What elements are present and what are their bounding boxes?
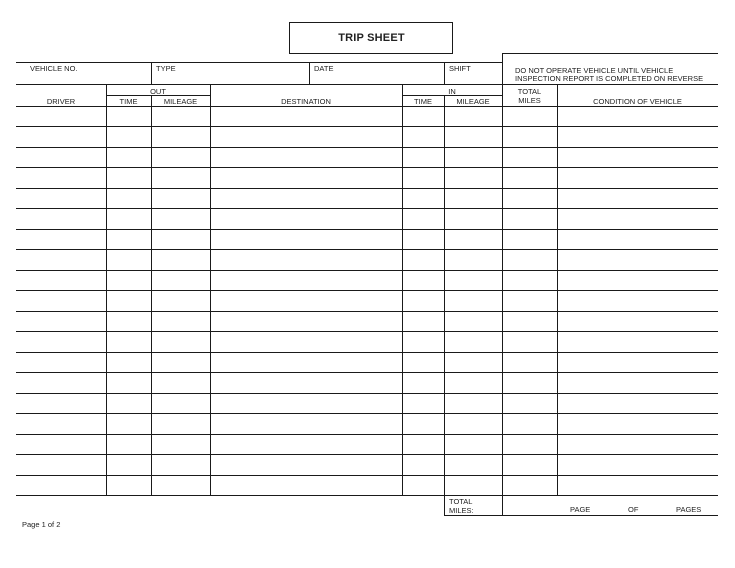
- out-time-cell[interactable]: [107, 230, 151, 249]
- in-mileage-cell[interactable]: [445, 189, 502, 208]
- in-time-cell[interactable]: [403, 414, 444, 434]
- out-header: OUT: [150, 87, 166, 96]
- out-time-cell[interactable]: [107, 291, 151, 311]
- in-mileage-cell[interactable]: [445, 332, 502, 352]
- in-time-cell[interactable]: [403, 250, 444, 270]
- destination-cell[interactable]: [211, 312, 402, 331]
- destination-cell[interactable]: [211, 148, 402, 167]
- condition-cell[interactable]: [558, 332, 718, 352]
- driver-cell[interactable]: [17, 476, 106, 495]
- total-miles-cell[interactable]: [503, 127, 557, 147]
- out-mileage-cell[interactable]: [152, 168, 210, 188]
- condition-header: CONDITION OF VEHICLE: [593, 97, 682, 106]
- out-time-cell[interactable]: [107, 414, 151, 434]
- destination-cell[interactable]: [211, 271, 402, 290]
- out-mileage-cell[interactable]: [152, 250, 210, 270]
- total-miles-cell[interactable]: [503, 271, 557, 290]
- total-miles-cell[interactable]: [503, 168, 557, 188]
- in-mileage-cell[interactable]: [445, 230, 502, 249]
- in-mileage-cell[interactable]: [445, 312, 502, 331]
- in-mileage-cell[interactable]: [445, 148, 502, 167]
- out-time-cell[interactable]: [107, 271, 151, 290]
- driver-header: DRIVER: [46, 97, 76, 106]
- out-time-header: TIME: [119, 97, 138, 106]
- out-time-cell[interactable]: [107, 250, 151, 270]
- in-time-cell[interactable]: [403, 476, 444, 495]
- out-mileage-cell[interactable]: [152, 107, 210, 126]
- condition-cell[interactable]: [558, 312, 718, 331]
- driver-cell[interactable]: [17, 435, 106, 454]
- out-mileage-cell[interactable]: [152, 455, 210, 475]
- in-time-cell[interactable]: [403, 291, 444, 311]
- footer-of-label: OF: [628, 505, 639, 514]
- destination-cell[interactable]: [211, 291, 402, 311]
- destination-cell[interactable]: [211, 373, 402, 393]
- destination-cell[interactable]: [211, 168, 402, 188]
- in-time-cell[interactable]: [403, 373, 444, 393]
- out-mileage-cell[interactable]: [152, 271, 210, 290]
- in-time-cell[interactable]: [403, 332, 444, 352]
- total-miles-cell[interactable]: [503, 332, 557, 352]
- out-mileage-cell[interactable]: [152, 476, 210, 495]
- condition-cell[interactable]: [558, 230, 718, 249]
- total-miles-cell[interactable]: [503, 250, 557, 270]
- out-time-cell[interactable]: [107, 476, 151, 495]
- out-mileage-cell[interactable]: [152, 394, 210, 413]
- destination-cell[interactable]: [211, 394, 402, 413]
- total-miles-field[interactable]: [503, 495, 557, 515]
- driver-cell[interactable]: [17, 353, 106, 372]
- in-time-cell[interactable]: [403, 271, 444, 290]
- out-mileage-cell[interactable]: [152, 353, 210, 372]
- condition-cell[interactable]: [558, 373, 718, 393]
- out-time-cell[interactable]: [107, 394, 151, 413]
- total-miles-cell[interactable]: [503, 476, 557, 495]
- out-mileage-cell[interactable]: [152, 230, 210, 249]
- total-miles-cell[interactable]: [503, 373, 557, 393]
- driver-cell[interactable]: [17, 312, 106, 331]
- destination-cell[interactable]: [211, 414, 402, 434]
- driver-cell[interactable]: [17, 394, 106, 413]
- condition-cell[interactable]: [558, 271, 718, 290]
- in-mileage-cell[interactable]: [445, 476, 502, 495]
- total-miles-cell[interactable]: [503, 353, 557, 372]
- in-mileage-header: MILEAGE: [456, 97, 490, 106]
- out-time-cell[interactable]: [107, 435, 151, 454]
- out-mileage-cell[interactable]: [152, 414, 210, 434]
- out-time-cell[interactable]: [107, 107, 151, 126]
- destination-cell[interactable]: [211, 189, 402, 208]
- driver-cell[interactable]: [17, 332, 106, 352]
- in-time-cell[interactable]: [403, 189, 444, 208]
- footer-total-line-2: MILES:: [449, 506, 474, 515]
- in-mileage-cell[interactable]: [445, 209, 502, 229]
- condition-cell[interactable]: [558, 107, 718, 126]
- condition-cell[interactable]: [558, 168, 718, 188]
- in-mileage-cell[interactable]: [445, 353, 502, 372]
- out-mileage-cell[interactable]: [152, 127, 210, 147]
- condition-cell[interactable]: [558, 435, 718, 454]
- in-mileage-cell[interactable]: [445, 107, 502, 126]
- destination-cell[interactable]: [211, 455, 402, 475]
- condition-cell[interactable]: [558, 127, 718, 147]
- total-miles-cell[interactable]: [503, 394, 557, 413]
- total-miles-cell[interactable]: [503, 230, 557, 249]
- in-header: IN: [448, 87, 456, 96]
- page-number: Page 1 of 2: [22, 520, 61, 529]
- destination-cell[interactable]: [211, 435, 402, 454]
- in-time-cell[interactable]: [403, 209, 444, 229]
- in-time-cell[interactable]: [403, 127, 444, 147]
- footer-total-line-1: TOTAL: [449, 497, 473, 506]
- driver-cell[interactable]: [17, 189, 106, 208]
- driver-cell[interactable]: [17, 455, 106, 475]
- total-miles-cell[interactable]: [503, 291, 557, 311]
- in-time-cell[interactable]: [403, 435, 444, 454]
- out-time-cell[interactable]: [107, 209, 151, 229]
- driver-cell[interactable]: [17, 209, 106, 229]
- vehicle-no-label: VEHICLE NO.: [30, 64, 78, 73]
- destination-cell[interactable]: [211, 209, 402, 229]
- out-time-cell[interactable]: [107, 353, 151, 372]
- out-mileage-cell[interactable]: [152, 332, 210, 352]
- out-mileage-cell[interactable]: [152, 291, 210, 311]
- condition-cell[interactable]: [558, 414, 718, 434]
- in-time-cell[interactable]: [403, 230, 444, 249]
- out-time-cell[interactable]: [107, 189, 151, 208]
- driver-cell[interactable]: [17, 230, 106, 249]
- in-time-cell[interactable]: [403, 148, 444, 167]
- driver-cell[interactable]: [17, 271, 106, 290]
- in-time-cell[interactable]: [403, 168, 444, 188]
- total-miles-cell[interactable]: [503, 107, 557, 126]
- date-field[interactable]: [310, 62, 444, 84]
- in-mileage-cell[interactable]: [445, 455, 502, 475]
- in-mileage-cell[interactable]: [445, 127, 502, 147]
- shift-label: SHIFT: [449, 64, 471, 73]
- driver-cell[interactable]: [17, 107, 106, 126]
- in-time-cell[interactable]: [403, 312, 444, 331]
- destination-cell[interactable]: [211, 107, 402, 126]
- out-time-cell[interactable]: [107, 373, 151, 393]
- shift-field[interactable]: [445, 62, 502, 84]
- in-mileage-cell[interactable]: [445, 414, 502, 434]
- destination-cell[interactable]: [211, 127, 402, 147]
- footer-page-label: PAGE: [570, 505, 591, 514]
- condition-cell[interactable]: [558, 250, 718, 270]
- driver-cell[interactable]: [17, 373, 106, 393]
- type-field[interactable]: [152, 62, 309, 84]
- driver-cell[interactable]: [17, 168, 106, 188]
- destination-cell[interactable]: [211, 332, 402, 352]
- in-time-cell[interactable]: [403, 394, 444, 413]
- out-mileage-cell[interactable]: [152, 435, 210, 454]
- in-time-cell[interactable]: [403, 353, 444, 372]
- condition-cell[interactable]: [558, 209, 718, 229]
- in-time-header: TIME: [414, 97, 432, 106]
- footer-pages-label: PAGES: [676, 505, 702, 514]
- out-mileage-cell[interactable]: [152, 148, 210, 167]
- total-miles-header-line-2: MILES: [518, 96, 541, 105]
- in-mileage-cell[interactable]: [445, 271, 502, 290]
- total-miles-cell[interactable]: [503, 189, 557, 208]
- in-mileage-cell[interactable]: [445, 435, 502, 454]
- date-label: DATE: [314, 64, 334, 73]
- condition-cell[interactable]: [558, 148, 718, 167]
- total-miles-cell[interactable]: [503, 435, 557, 454]
- driver-cell[interactable]: [17, 291, 106, 311]
- vehicle-no-field[interactable]: [16, 62, 151, 84]
- in-mileage-cell[interactable]: [445, 168, 502, 188]
- out-mileage-cell[interactable]: [152, 373, 210, 393]
- out-mileage-cell[interactable]: [152, 189, 210, 208]
- driver-cell[interactable]: [17, 414, 106, 434]
- type-label: TYPE: [156, 64, 176, 73]
- total-miles-cell[interactable]: [503, 414, 557, 434]
- in-time-cell[interactable]: [403, 107, 444, 126]
- in-mileage-cell[interactable]: [445, 250, 502, 270]
- out-time-cell[interactable]: [107, 127, 151, 147]
- in-time-cell[interactable]: [403, 455, 444, 475]
- condition-cell[interactable]: [558, 455, 718, 475]
- out-mileage-header: MILEAGE: [163, 97, 198, 106]
- destination-header: DESTINATION: [281, 97, 331, 106]
- condition-cell[interactable]: [558, 476, 718, 495]
- out-time-cell[interactable]: [107, 168, 151, 188]
- out-mileage-cell[interactable]: [152, 209, 210, 229]
- condition-cell[interactable]: [558, 394, 718, 413]
- condition-cell[interactable]: [558, 353, 718, 372]
- driver-cell[interactable]: [17, 148, 106, 167]
- condition-cell[interactable]: [558, 189, 718, 208]
- out-time-cell[interactable]: [107, 455, 151, 475]
- destination-cell[interactable]: [211, 250, 402, 270]
- destination-cell[interactable]: [211, 230, 402, 249]
- page-title: TRIP SHEET: [338, 31, 405, 44]
- out-time-cell[interactable]: [107, 312, 151, 331]
- out-time-cell[interactable]: [107, 148, 151, 167]
- in-mileage-cell[interactable]: [445, 373, 502, 393]
- total-miles-cell[interactable]: [503, 312, 557, 331]
- warning-line-2: INSPECTION REPORT IS COMPLETED ON REVERSE: [515, 74, 704, 83]
- out-mileage-cell[interactable]: [152, 312, 210, 331]
- condition-cell[interactable]: [558, 291, 718, 311]
- total-miles-cell[interactable]: [503, 148, 557, 167]
- total-miles-cell[interactable]: [503, 455, 557, 475]
- destination-cell[interactable]: [211, 476, 402, 495]
- driver-cell[interactable]: [17, 127, 106, 147]
- destination-cell[interactable]: [211, 353, 402, 372]
- driver-cell[interactable]: [17, 250, 106, 270]
- total-miles-cell[interactable]: [503, 209, 557, 229]
- total-miles-header-line-1: TOTAL: [517, 87, 542, 96]
- warning-line-1: DO NOT OPERATE VEHICLE UNTIL VEHICLE: [515, 66, 674, 75]
- out-time-cell[interactable]: [107, 332, 151, 352]
- in-mileage-cell[interactable]: [445, 291, 502, 311]
- in-mileage-cell[interactable]: [445, 394, 502, 413]
